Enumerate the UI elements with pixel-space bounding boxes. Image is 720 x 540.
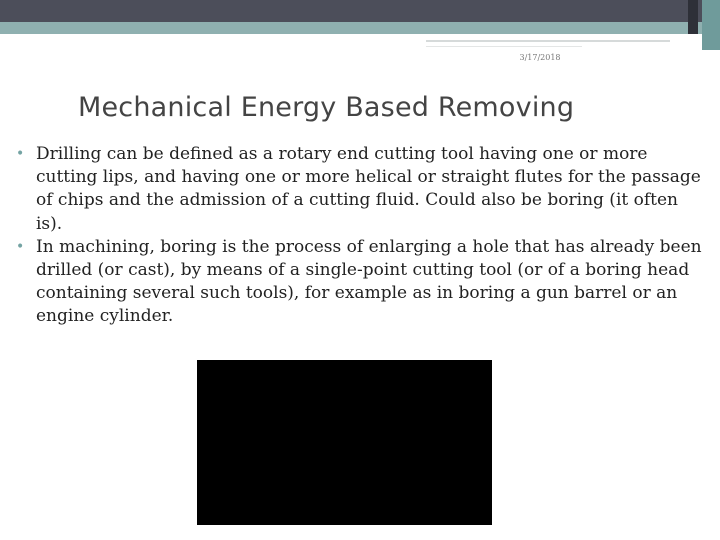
bullet-item-boring	[14, 236, 708, 329]
bullet-item-drilling	[14, 143, 708, 236]
header-divider-line	[426, 40, 670, 42]
bullet-list	[14, 143, 708, 329]
bullet-text: Drilling can be defined as a rotary end cutting tool having one or more cutting lips, and having one or more helical or straight flutes for the passage of chips and the admission of a cutting fluid. Could also be boring (it often is).	[36, 144, 701, 234]
bullet-icon: •	[16, 238, 25, 255]
top-decorative-bar	[0, 0, 720, 22]
bullet-icon: •	[16, 146, 25, 162]
header-divider-line-short	[426, 46, 582, 47]
bullet-text: In machining, boring is the process of enlarging a hole that has already been drilled (or cast), by means of a single-point cutting tool (or of a boring head containing several such tools), for example as in boring a gun barrel or an engine cylinder.	[36, 236, 702, 327]
slide-title: Mechanical Energy Based Removing	[78, 92, 575, 123]
teal-decorative-strip	[0, 22, 720, 34]
corner-accent-teal	[702, 0, 720, 50]
slide-date: 3/17/2018	[519, 53, 561, 62]
embedded-media-frame[interactable]	[197, 360, 492, 525]
corner-accent-dark	[688, 0, 698, 34]
